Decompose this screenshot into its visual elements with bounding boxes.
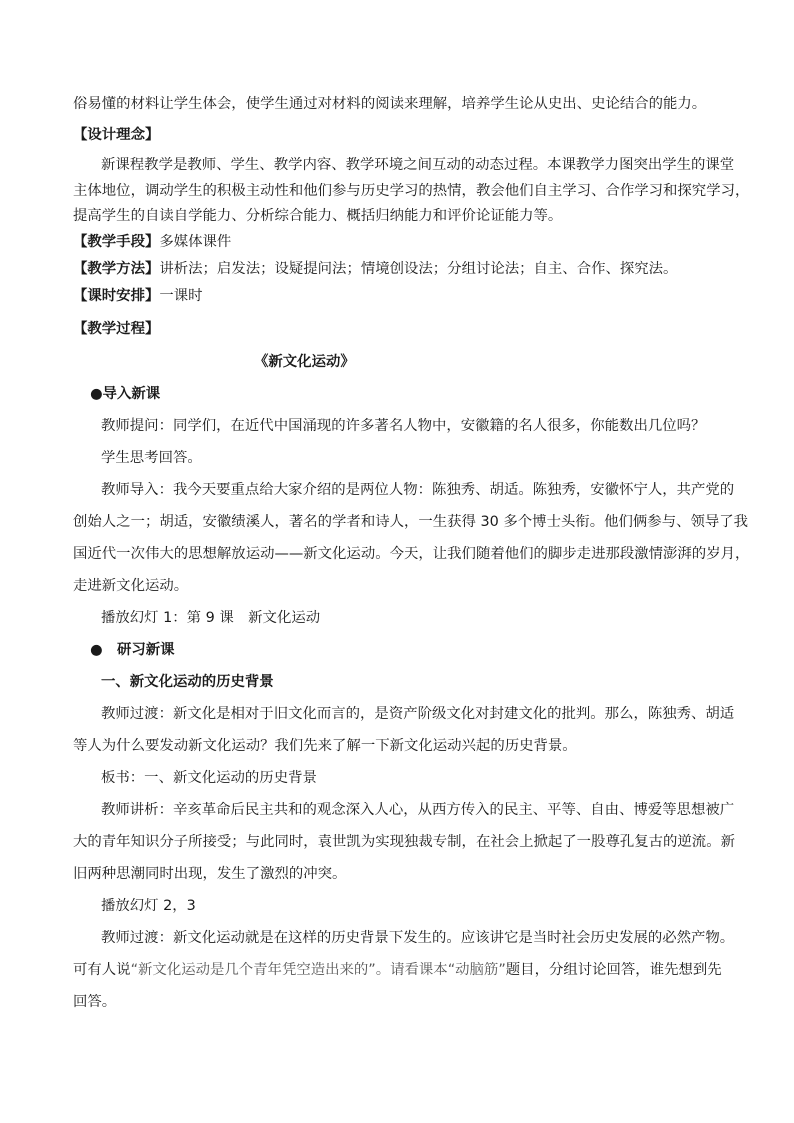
import-heading: ●导入新课: [90, 386, 161, 402]
transition2-line-2: [73, 961, 722, 979]
means-row: [73, 233, 231, 251]
board-note: 板书：一、新文化运动的历史背景: [101, 770, 317, 786]
import-question: 教师提问：同学们，在近代中国涌现的许多著名人物中，安徽籍的名人很多，你能数出几位吗？: [101, 418, 706, 434]
part-1-heading: 一、新文化运动的历史背景: [101, 674, 274, 690]
transition2-line-2-quote: “新文化运动是几个青年凭空造出来的”。请看课本“动脑筋”: [130, 962, 506, 978]
design-line-1: 新课程教学是教师、学生、教学内容、教学环境之间互动的动态过程。本课教学力图突出学生的课堂: [101, 157, 735, 173]
transition2-line-2-start: 可有人说: [73, 962, 131, 978]
transition2-line-1: 教师过渡：新文化运动就是在这样的历史背景下发生的。应该讲它是当时社会历史发展的必然产物。: [101, 930, 735, 946]
lesson-title: 《新文化运动》: [254, 354, 355, 370]
transition2-line-2-end: 题目，分组讨论回答，谁先想到先: [505, 962, 722, 978]
schedule-label: 【课时安排】: [73, 288, 160, 304]
intro-tail-text: 俗易懂的材料让学生体会，使学生通过对材料的阅读来理解，培养学生论从史出、史论结合的能力。: [73, 96, 707, 112]
import-answer: 学生思考回答。: [101, 450, 202, 466]
import-lead-line-1: 教师导入：我今天要重点给大家介绍的是两位人物：陈独秀、胡适。陈独秀，安徽怀宁人，共产党的: [101, 482, 735, 498]
explain-line-1: 教师讲析：辛亥革命后民主共和的观念深入人心，从西方传入的民主、平等、自由、博爱等思想被广: [101, 802, 735, 818]
methods-value: 讲析法；启发法；设疑提问法；情境创设法；分组讨论法；自主、合作、探究法。: [159, 261, 678, 277]
design-heading: 【设计理念】: [73, 127, 160, 143]
import-lead-line-3: 国近代一次伟大的思想解放运动——新文化运动。今天，让我们随着他们的脚步走进那段激情澎湃的岁月，: [73, 546, 750, 562]
explain-line-3: 旧两种思潮同时出现，发生了激烈的冲突。: [73, 866, 347, 882]
import-lead-line-2: 创始人之一；胡适，安徽绩溪人，著名的学者和诗人，一生获得 30 多个博士头衔。他们俩参与、领导了我: [73, 514, 749, 530]
process-heading: 【教学过程】: [73, 321, 160, 337]
schedule-row: [73, 287, 203, 305]
transition2-line-3: 回答。: [73, 994, 117, 1010]
design-line-2: 主体地位，调动学生的积极主动性和他们参与历史学习的热情，教会他们自主学习、合作学习和探究学习，: [73, 183, 750, 199]
methods-row: [73, 260, 677, 278]
methods-label: 【教学方法】: [73, 261, 160, 277]
explain-line-2: 大的青年知识分子所接受；与此同时，袁世凯为实现独裁专制，在社会上掀起了一股尊孔复古的逆流。新: [73, 834, 735, 850]
slide-1-note: 播放幻灯 1：第 9 课 新文化运动: [101, 610, 321, 626]
transition-line-2: 等人为什么要发动新文化运动？我们先来了解一下新文化运动兴起的历史背景。: [73, 738, 577, 754]
means-value: 多媒体课件: [159, 234, 232, 250]
slide-2-3-note: 播放幻灯 2，3: [101, 898, 196, 914]
study-heading: ● 研习新课: [90, 642, 175, 658]
schedule-value: 一课时: [159, 288, 203, 304]
import-lead-line-4: 走进新文化运动。: [73, 578, 189, 594]
means-label: 【教学手段】: [73, 234, 160, 250]
transition-line-1: 教师过渡：新文化是相对于旧文化而言的，是资产阶级文化对封建文化的批判。那么，陈独秀、胡适: [101, 706, 735, 722]
design-line-3: 提高学生的自读自学能力、分析综合能力、概括归纳能力和评价论证能力等。: [73, 208, 563, 224]
